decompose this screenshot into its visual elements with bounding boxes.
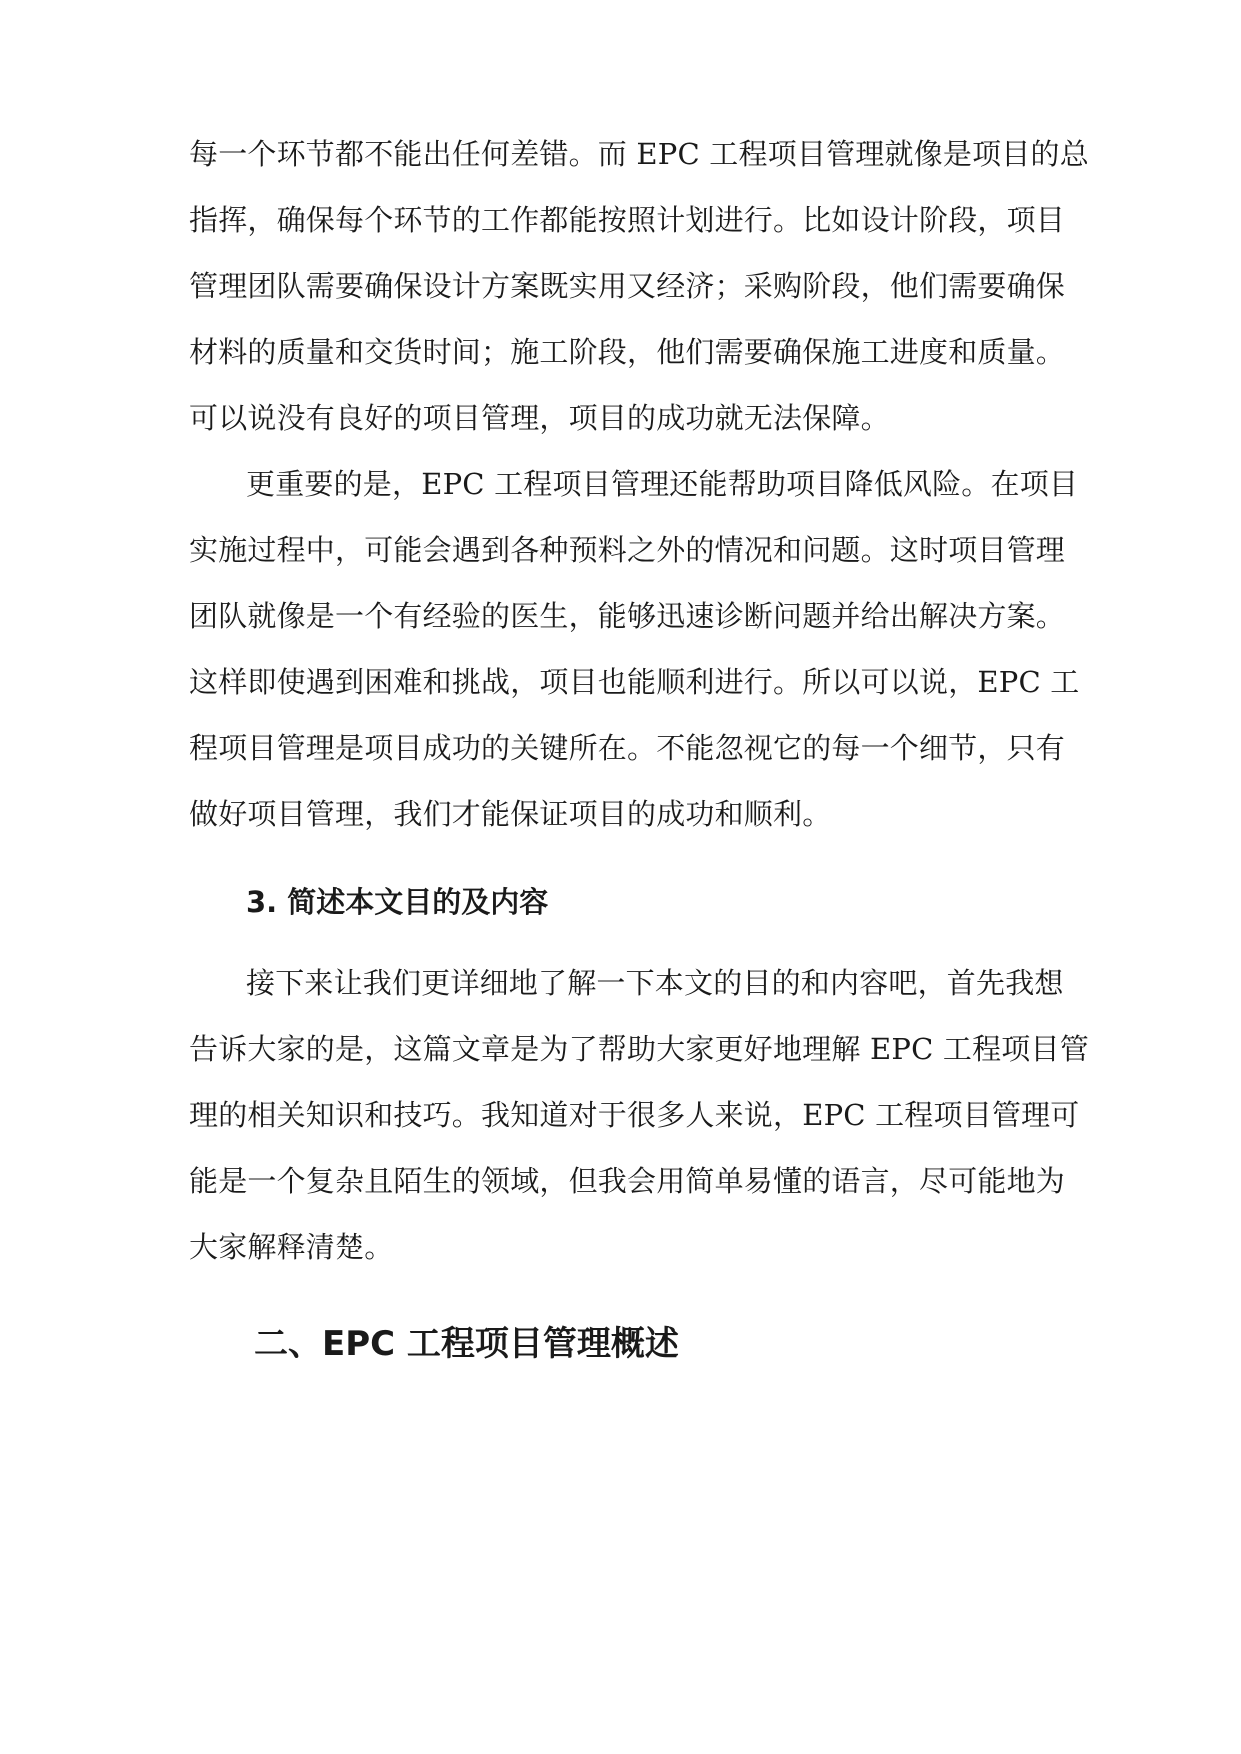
section-subheading: 3. 简述本文目的及内容 <box>246 885 549 919</box>
paragraph-2-line-3: 团队就像是一个有经验的医生，能够迅速诊断问题并给出解决方案。 <box>189 599 1066 633</box>
paragraph-2-line-5: 程项目管理是项目成功的关键所在。不能忽视它的每一个细节，只有 <box>189 731 1066 765</box>
paragraph-1-line-2: 指挥，确保每个环节的工作都能按照计划进行。比如设计阶段，项目 <box>189 203 1066 237</box>
chapter-heading: 二、EPC 工程项目管理概述 <box>254 1324 679 1364</box>
paragraph-3-line-4: 能是一个复杂且陌生的领域，但我会用简单易懂的语言，尽可能地为 <box>189 1164 1066 1198</box>
paragraph-2-line-4: 这样即使遇到困难和挑战，项目也能顺利进行。所以可以说，EPC 工 <box>189 665 1080 699</box>
paragraph-2-line-2: 实施过程中，可能会遇到各种预料之外的情况和问题。这时项目管理 <box>189 533 1066 567</box>
paragraph-2-line-6: 做好项目管理，我们才能保证项目的成功和顺利。 <box>189 797 832 831</box>
paragraph-3-line-5: 大家解释清楚。 <box>189 1230 394 1264</box>
paragraph-3-line-1: 接下来让我们更详细地了解一下本文的目的和内容吧，首先我想 <box>246 966 1064 1000</box>
paragraph-2-line-1: 更重要的是，EPC 工程项目管理还能帮助项目降低风险。在项目 <box>246 467 1079 501</box>
paragraph-1-line-5: 可以说没有良好的项目管理，项目的成功就无法保障。 <box>189 401 890 435</box>
paragraph-1-line-4: 材料的质量和交货时间；施工阶段，他们需要确保施工进度和质量。 <box>189 335 1066 369</box>
paragraph-3-line-2: 告诉大家的是，这篇文章是为了帮助大家更好地理解 EPC 工程项目管 <box>189 1032 1089 1066</box>
paragraph-3-line-3: 理的相关知识和技巧。我知道对于很多人来说，EPC 工程项目管理可 <box>189 1098 1080 1132</box>
paragraph-1-line-3: 管理团队需要确保设计方案既实用又经济；采购阶段，他们需要确保 <box>189 269 1066 303</box>
paragraph-1-line-1: 每一个环节都不能出任何差错。而 EPC 工程项目管理就像是项目的总 <box>189 137 1089 171</box>
